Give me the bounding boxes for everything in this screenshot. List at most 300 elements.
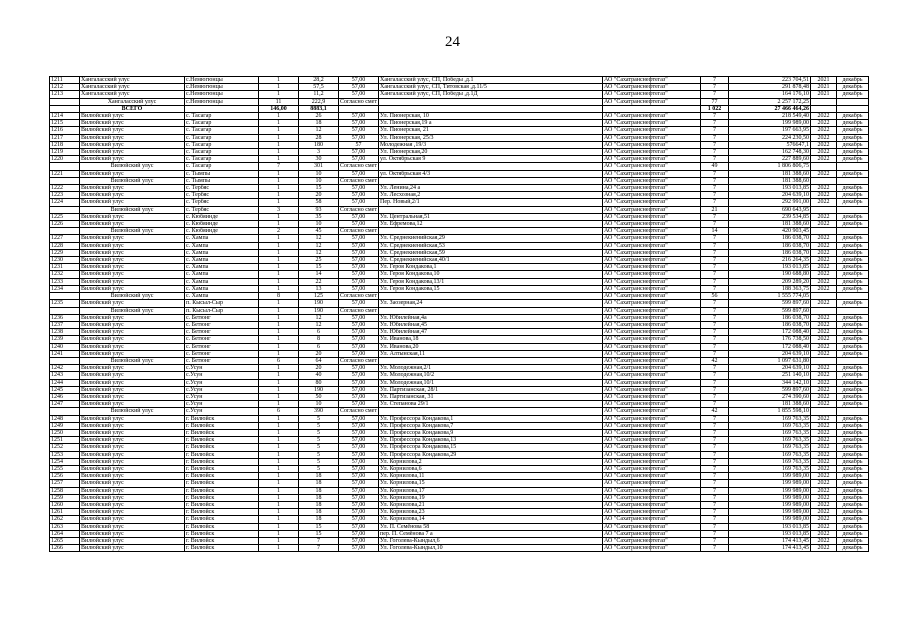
year-cell: 2022	[811, 221, 837, 228]
quantity-cell: 7	[701, 343, 729, 350]
year-cell	[811, 293, 837, 300]
district-cell: Вилюйский улус	[80, 264, 185, 271]
cost-cell: 204 639,10	[729, 192, 811, 199]
length-cell: 18	[299, 516, 339, 523]
diameter-cell: 57,00	[339, 393, 379, 400]
year-cell: 2022	[811, 350, 837, 357]
contractor-cell	[603, 105, 701, 112]
table-row	[50, 199, 869, 206]
cost-cell: 169 763,35	[729, 451, 811, 458]
diameter-cell: 57,00	[339, 278, 379, 285]
diameter-cell: 57,00	[339, 314, 379, 321]
length-cell: 301	[299, 163, 339, 170]
subtotal-row	[50, 163, 869, 170]
address-cell: Ул. Профессора Кондакова,7	[379, 422, 603, 429]
month-cell: декабрь	[837, 523, 869, 530]
year-cell: 2022	[811, 199, 837, 206]
diameter-cell: 57,00	[339, 91, 379, 98]
count-cell: 1	[259, 429, 299, 436]
month-cell: декабрь	[837, 199, 869, 206]
settlement-cell: с. Тасагар	[185, 120, 259, 127]
address-cell: Ул. Профессора Кондакова,13	[379, 437, 603, 444]
contractor-cell: АО "Сахатранснефтегаз"	[603, 465, 701, 472]
diameter-cell: 57,00	[339, 401, 379, 408]
contractor-cell: АО "Сахатранснефтегаз"	[603, 422, 701, 429]
quantity-cell: 7	[701, 530, 729, 537]
settlement-cell: с. Тасагар	[185, 163, 259, 170]
table-row	[50, 516, 869, 523]
cost-cell: 193 013,85	[729, 530, 811, 537]
year-cell: 2022	[811, 170, 837, 177]
diameter-cell: 57,00	[339, 451, 379, 458]
month-cell: декабрь	[837, 480, 869, 487]
district-cell: Вилюйский улус	[80, 235, 185, 242]
year-cell: 2022	[811, 451, 837, 458]
month-cell: декабрь	[837, 134, 869, 141]
contractor-cell: АО "Сахатранснефтегаз"	[603, 343, 701, 350]
district-cell: Вилюйский улус	[80, 516, 185, 523]
cost-cell: 599 897,60	[729, 307, 811, 314]
year-cell: 2022	[811, 538, 837, 545]
month-cell: декабрь	[837, 84, 869, 91]
quantity-cell: 7	[701, 523, 729, 530]
address-cell	[379, 206, 603, 213]
diameter-cell: 57,00	[339, 501, 379, 508]
count-cell: 1	[259, 177, 299, 184]
district-cell: Хангаласский улус	[80, 98, 185, 105]
month-cell	[837, 357, 869, 364]
address-cell: Ул. Молодежная,10/2	[379, 372, 603, 379]
length-cell: 6	[299, 329, 339, 336]
diameter-cell: 57,00	[339, 473, 379, 480]
length-cell: 20	[299, 192, 339, 199]
subtotal-row	[50, 408, 869, 415]
year-cell: 2022	[811, 480, 837, 487]
year-cell: 2022	[811, 213, 837, 220]
address-cell: Ул. Ленина,24 а	[379, 185, 603, 192]
subtotal-row	[50, 307, 869, 314]
address-cell: Ул. Иванова,18	[379, 336, 603, 343]
address-cell	[379, 98, 603, 105]
count-cell: 1	[259, 278, 299, 285]
year-cell	[811, 206, 837, 213]
settlement-cell: г. Вилюйск	[185, 516, 259, 523]
contractor-cell: АО "Сахатранснефтегаз"	[603, 213, 701, 220]
month-cell: декабрь	[837, 278, 869, 285]
district-cell: Вилюйский улус	[80, 530, 185, 537]
cost-cell: 164 176,10	[729, 91, 811, 98]
count-cell: 1	[259, 127, 299, 134]
settlement-cell: г. Вилюйск	[185, 444, 259, 451]
district-cell: Вилюйский улус	[80, 199, 185, 206]
table-row	[50, 509, 869, 516]
month-cell: декабрь	[837, 365, 869, 372]
address-cell: Ул. Корнилова,11	[379, 473, 603, 480]
row-number-cell: 1219	[50, 149, 80, 156]
contractor-cell: АО "Сахатранснефтегаз"	[603, 242, 701, 249]
count-cell: 1	[259, 501, 299, 508]
table-row	[50, 422, 869, 429]
cost-cell: 186 038,70	[729, 235, 811, 242]
quantity-cell: 56	[701, 293, 729, 300]
contractor-cell: АО "Сахатранснефтегаз"	[603, 156, 701, 163]
diameter-cell: 57,00	[339, 300, 379, 307]
settlement-cell: с. Хампа	[185, 242, 259, 249]
row-number-cell	[50, 163, 80, 170]
length-cell: 26	[299, 113, 339, 120]
quantity-cell: 49	[701, 163, 729, 170]
month-cell	[837, 408, 869, 415]
row-number-cell: 1236	[50, 314, 80, 321]
district-cell: Вилюйский улус	[80, 285, 185, 292]
contractor-cell: АО "Сахатранснефтегаз"	[603, 336, 701, 343]
district-cell: Вилюйский улус	[80, 177, 185, 184]
diameter-cell: 57,00	[339, 242, 379, 249]
district-cell: Вилюйский улус	[80, 134, 185, 141]
year-cell	[811, 177, 837, 184]
contractor-cell: АО "Сахатранснефтегаз"	[603, 321, 701, 328]
length-cell: 20	[299, 350, 339, 357]
district-cell: Вилюйский улус	[80, 465, 185, 472]
count-cell: 1	[259, 350, 299, 357]
cost-cell: 239 534,85	[729, 213, 811, 220]
settlement-cell: с.Усун	[185, 386, 259, 393]
district-cell: Вилюйский улус	[80, 386, 185, 393]
diameter-cell: 57,00	[339, 465, 379, 472]
settlement-cell: с.Немюгюнцы	[185, 77, 259, 84]
length-cell: 12	[299, 321, 339, 328]
count-cell: 1	[259, 393, 299, 400]
table-row	[50, 379, 869, 386]
table-row	[50, 278, 869, 285]
district-cell: Вилюйский улус	[80, 458, 185, 465]
cost-cell: 216 264,35	[729, 257, 811, 264]
year-cell: 2022	[811, 285, 837, 292]
year-cell: 2022	[811, 278, 837, 285]
diameter-cell: 57,00	[339, 350, 379, 357]
month-cell: декабрь	[837, 170, 869, 177]
settlement-cell: с.Немюгюнцы	[185, 91, 259, 98]
diameter-cell: 57,00	[339, 379, 379, 386]
address-cell	[379, 105, 603, 112]
quantity-cell: 7	[701, 177, 729, 184]
row-number-cell: 1222	[50, 185, 80, 192]
diameter-cell: Согласно смет	[340, 163, 377, 170]
table-row	[50, 530, 869, 537]
length-cell: 93	[299, 206, 339, 213]
quantity-cell: 7	[701, 134, 729, 141]
quantity-cell: 7	[701, 386, 729, 393]
diameter-cell: 57,00	[339, 545, 379, 552]
table-row	[50, 386, 869, 393]
cost-cell: 186 038,70	[729, 242, 811, 249]
settlement-cell: г. Вилюйск	[185, 480, 259, 487]
district-cell: Хангаласский улус	[80, 84, 185, 91]
row-number-cell: 1255	[50, 465, 80, 472]
quantity-cell: 7	[701, 141, 729, 148]
month-cell: декабрь	[837, 257, 869, 264]
quantity-cell: 7	[701, 91, 729, 98]
row-number-cell: 1235	[50, 300, 80, 307]
contractor-cell: АО "Сахатранснефтегаз"	[603, 141, 701, 148]
cost-cell: 174 413,45	[729, 545, 811, 552]
settlement-cell: с. Хампа	[185, 271, 259, 278]
row-number-cell: 1231	[50, 264, 80, 271]
diameter-cell: 57,00	[339, 84, 379, 91]
address-cell: Ул. Ефремова,12	[379, 221, 603, 228]
diameter-cell: 57,00	[339, 329, 379, 336]
table-row	[50, 84, 869, 91]
quantity-cell: 42	[701, 408, 729, 415]
table-row	[50, 213, 869, 220]
count-cell: 1	[259, 545, 299, 552]
contractor-cell: АО "Сахатранснефтегаз"	[603, 134, 701, 141]
settlement-cell: г. Вилюйск	[185, 487, 259, 494]
length-cell: 20	[299, 365, 339, 372]
district-cell: Вилюйский улус	[80, 156, 185, 163]
month-cell: декабрь	[837, 271, 869, 278]
month-cell: декабрь	[837, 264, 869, 271]
row-number-cell: 1215	[50, 120, 80, 127]
row-number-cell: 1249	[50, 422, 80, 429]
diameter-cell: 57,00	[339, 343, 379, 350]
cost-cell: 223 704,51	[729, 77, 811, 84]
month-cell: декабрь	[837, 127, 869, 134]
address-cell: Ул. Алтынская,11	[379, 350, 603, 357]
row-number-cell: 1257	[50, 480, 80, 487]
row-number-cell: 1242	[50, 365, 80, 372]
length-cell: 190	[299, 386, 339, 393]
diameter-cell: 57,00	[339, 271, 379, 278]
table-row	[50, 465, 869, 472]
diameter-cell: 57,00	[339, 77, 379, 84]
year-cell	[811, 307, 837, 314]
contractor-cell: АО "Сахатранснефтегаз"	[603, 185, 701, 192]
contractor-cell: АО "Сахатранснефтегаз"	[603, 458, 701, 465]
table-row	[50, 257, 869, 264]
settlement-cell: г. Вилюйск	[185, 422, 259, 429]
diameter-cell: 57,00	[339, 530, 379, 537]
settlement-cell: с.Усун	[185, 372, 259, 379]
length-cell: 13	[299, 285, 339, 292]
register-table	[49, 76, 869, 552]
length-cell: 222,9	[299, 98, 339, 105]
cost-cell: 199 989,00	[729, 120, 811, 127]
quantity-cell: 7	[701, 480, 729, 487]
contractor-cell: АО "Сахатранснефтегаз"	[603, 408, 701, 415]
count-cell: 3	[259, 206, 299, 213]
address-cell: Ул. Пионерская, 10	[379, 113, 603, 120]
district-cell: Вилюйский улус	[80, 357, 185, 364]
contractor-cell: АО "Сахатранснефтегаз"	[603, 228, 701, 235]
row-number-cell: 1233	[50, 278, 80, 285]
count-cell: 1	[259, 156, 299, 163]
length-cell: 7	[299, 545, 339, 552]
address-cell: ул. Октябрьская 4/3	[379, 170, 603, 177]
district-cell: Вилюйский улус	[80, 141, 185, 148]
cost-cell: 204 639,10	[729, 350, 811, 357]
month-cell: декабрь	[837, 91, 869, 98]
contractor-cell: АО "Сахатранснефтегаз"	[603, 300, 701, 307]
year-cell: 2022	[811, 523, 837, 530]
diameter-cell: 57,00	[339, 480, 379, 487]
cost-cell: 193 013,85	[729, 523, 811, 530]
count-cell: 1	[259, 494, 299, 501]
month-cell: декабрь	[837, 545, 869, 552]
month-cell: декабрь	[837, 473, 869, 480]
contractor-cell: АО "Сахатранснефтегаз"	[603, 415, 701, 422]
month-cell	[837, 293, 869, 300]
cost-cell: 1 806 806,75	[729, 163, 811, 170]
settlement-cell: с. Тасагар	[185, 127, 259, 134]
count-cell: 2	[259, 228, 299, 235]
diameter-cell: 57,00	[339, 120, 379, 127]
count-cell: 1	[259, 329, 299, 336]
year-cell: 2022	[811, 401, 837, 408]
row-number-cell: 1228	[50, 242, 80, 249]
diameter-cell: 57,00	[339, 285, 379, 292]
length-cell: 18	[299, 487, 339, 494]
settlement-cell: г. Вилюйск	[185, 473, 259, 480]
cost-cell: 169 763,35	[729, 422, 811, 429]
diameter-cell: 57,00	[339, 437, 379, 444]
year-cell: 2022	[811, 235, 837, 242]
address-cell: Ул. Заозерная,24	[379, 300, 603, 307]
settlement-cell: с. Тасагар	[185, 113, 259, 120]
year-cell: 2022	[811, 494, 837, 501]
length-cell: 15	[299, 530, 339, 537]
length-cell: 8883,1	[299, 105, 339, 112]
contractor-cell: АО "Сахатранснефтегаз"	[603, 249, 701, 256]
month-cell: декабрь	[837, 386, 869, 393]
diameter-cell: 57,00	[339, 494, 379, 501]
count-cell: 1	[259, 170, 299, 177]
length-cell: 30	[299, 156, 339, 163]
row-number-cell: 1230	[50, 257, 80, 264]
length-cell: 57,5	[299, 84, 339, 91]
month-cell: декабрь	[837, 350, 869, 357]
diameter-cell: 57,00	[339, 185, 379, 192]
district-cell: Вилюйский улус	[80, 329, 185, 336]
month-cell: декабрь	[837, 149, 869, 156]
settlement-cell: с.Немюгюнцы	[185, 98, 259, 105]
year-cell: 2022	[811, 249, 837, 256]
cost-cell: 420 903,45	[729, 228, 811, 235]
address-cell: Ул. Среднекиенийская,53	[379, 242, 603, 249]
contractor-cell: АО "Сахатранснефтегаз"	[603, 163, 701, 170]
diameter-cell: 57,00	[339, 422, 379, 429]
cost-cell: 199 989,00	[729, 509, 811, 516]
table-row	[50, 127, 869, 134]
address-cell	[379, 163, 603, 170]
table-row	[50, 437, 869, 444]
table-row	[50, 134, 869, 141]
row-number-cell: 1250	[50, 429, 80, 436]
length-cell: 45	[299, 228, 339, 235]
month-cell: декабрь	[837, 393, 869, 400]
count-cell: 1	[259, 314, 299, 321]
settlement-cell: г. Вилюйск	[185, 545, 259, 552]
address-cell: ул. Октябрьская 9	[379, 156, 603, 163]
row-number-cell: 1260	[50, 501, 80, 508]
count-cell: 1	[259, 365, 299, 372]
table-row	[50, 91, 869, 98]
cost-cell: 186 038,70	[729, 314, 811, 321]
address-cell: пер. П. Семёнова 7 а	[379, 530, 603, 537]
year-cell: 2022	[811, 422, 837, 429]
count-cell: 1	[259, 437, 299, 444]
cost-cell: 199 989,00	[729, 480, 811, 487]
quantity-cell: 7	[701, 494, 729, 501]
row-number-cell	[50, 408, 80, 415]
quantity-cell: 7	[701, 285, 729, 292]
quantity-cell: 7	[701, 120, 729, 127]
diameter-cell: 57,00	[339, 221, 379, 228]
cost-cell: 344 142,10	[729, 379, 811, 386]
district-cell: Вилюйский улус	[80, 487, 185, 494]
settlement-cell: с. Хампа	[185, 264, 259, 271]
row-number-cell: 1263	[50, 523, 80, 530]
month-cell: декабрь	[837, 530, 869, 537]
address-cell: Ул. Пионерская,20	[379, 149, 603, 156]
month-cell: декабрь	[837, 415, 869, 422]
diameter-cell: 57,00	[339, 257, 379, 264]
length-cell: 12	[299, 249, 339, 256]
district-cell: Вилюйский улус	[80, 120, 185, 127]
contractor-cell: АО "Сахатранснефтегаз"	[603, 77, 701, 84]
address-cell: Ул. Профессора Кондакова,29	[379, 451, 603, 458]
address-cell	[379, 357, 603, 364]
month-cell: декабрь	[837, 343, 869, 350]
quantity-cell: 7	[701, 149, 729, 156]
contractor-cell: АО "Сахатранснефтегаз"	[603, 177, 701, 184]
table-row	[50, 192, 869, 199]
address-cell: Ул. Партизанская, 28/1	[379, 386, 603, 393]
month-cell	[837, 228, 869, 235]
count-cell: 1	[259, 249, 299, 256]
year-cell: 2022	[811, 300, 837, 307]
diameter-cell: Согласно смет	[340, 177, 377, 184]
diameter-cell: 57,00	[339, 444, 379, 451]
address-cell: Ул. Корнилова,19	[379, 494, 603, 501]
cost-cell: 186 038,70	[729, 249, 811, 256]
contractor-cell: АО "Сахатранснефтегаз"	[603, 293, 701, 300]
row-number-cell: 1226	[50, 221, 80, 228]
length-cell: 28	[299, 134, 339, 141]
district-cell: Вилюйский улус	[80, 523, 185, 530]
length-cell: 8	[299, 336, 339, 343]
quantity-cell: 7	[701, 199, 729, 206]
length-cell: 10	[299, 401, 339, 408]
subtotal-row	[50, 228, 869, 235]
cost-cell: 227 889,60	[729, 156, 811, 163]
cost-cell: 199 989,00	[729, 501, 811, 508]
row-number-cell: 1258	[50, 487, 80, 494]
district-cell: Вилюйский улус	[80, 213, 185, 220]
table-row	[50, 170, 869, 177]
length-cell: 5	[299, 415, 339, 422]
cost-cell: 1 097 631,80	[729, 357, 811, 364]
month-cell: декабрь	[837, 77, 869, 84]
table-row	[50, 523, 869, 530]
diameter-cell: 57,00	[339, 415, 379, 422]
count-cell: 1	[259, 300, 299, 307]
settlement-cell: г. Вилюйск	[185, 415, 259, 422]
address-cell: Ул. Иванова,20	[379, 343, 603, 350]
quantity-cell: 14	[701, 228, 729, 235]
address-cell: Хангаласский улус, СП, Победы ,д.1Д	[379, 91, 603, 98]
count-cell: 1	[259, 307, 299, 314]
